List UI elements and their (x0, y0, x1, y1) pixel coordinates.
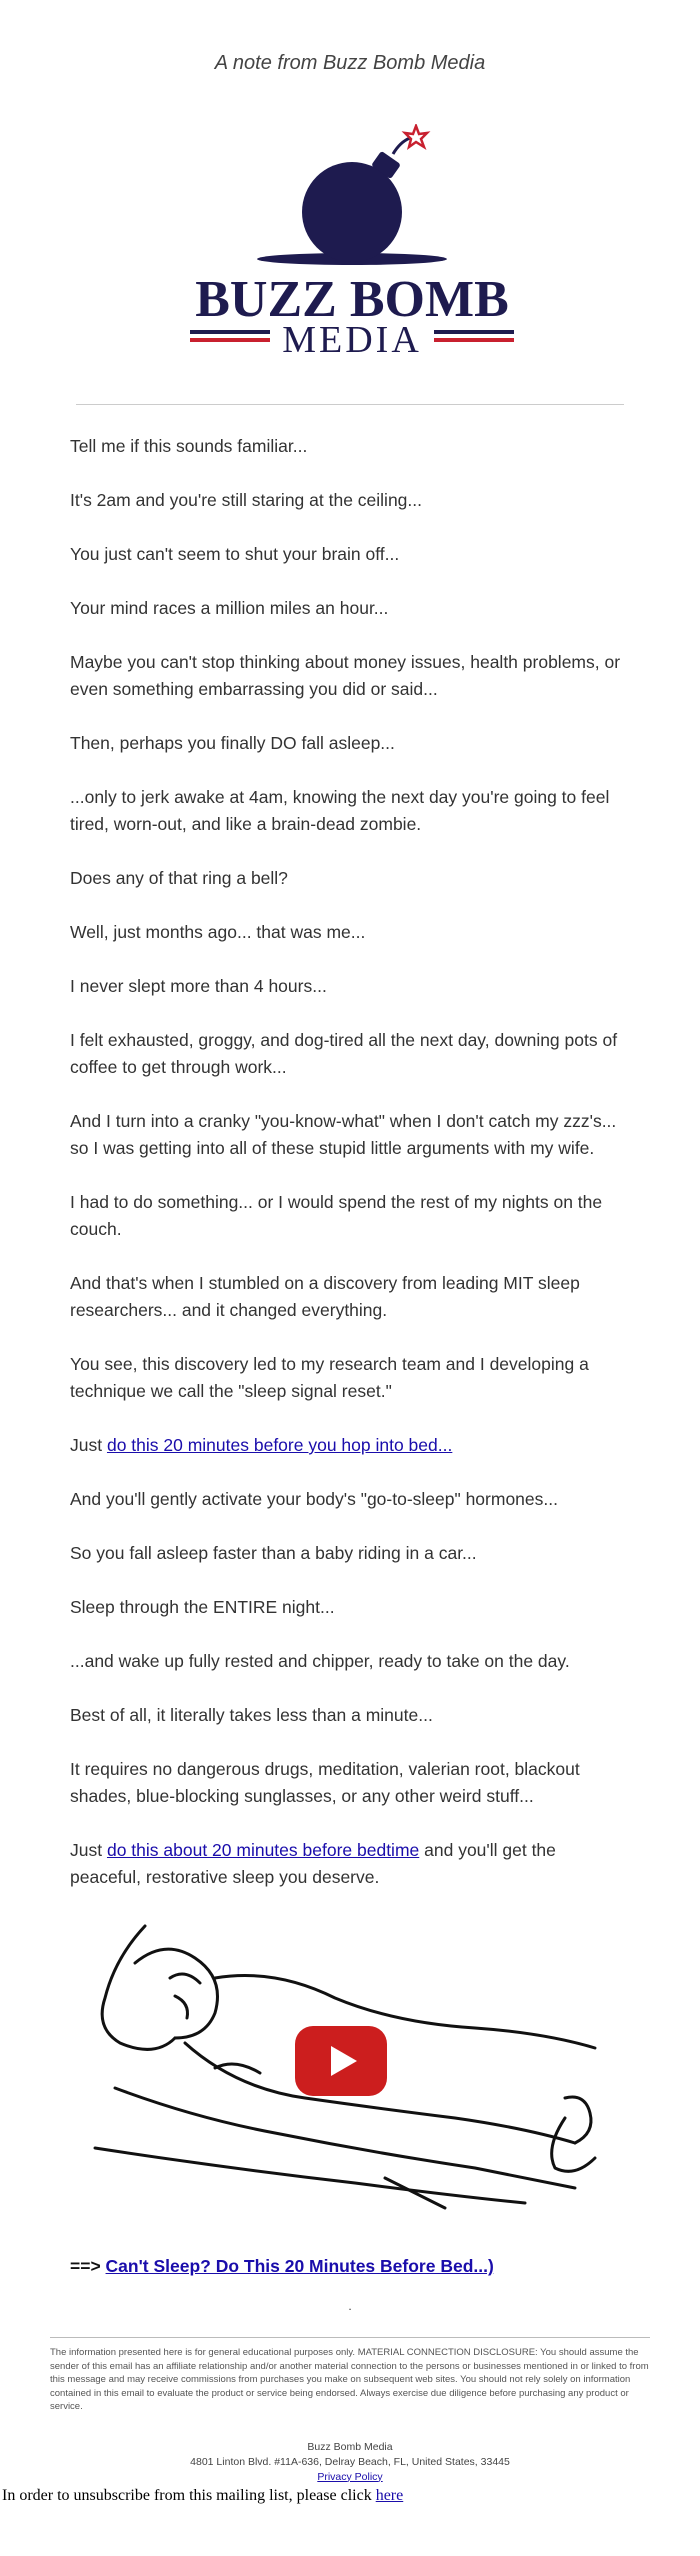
body-paragraph: And you'll gently activate your body's "go-to-sleep" hormones... (70, 1489, 558, 1509)
footer-address-block (0, 2440, 700, 2485)
body-paragraph: It requires no dangerous drugs, meditation, valerian root, blackout shades, blue-blocking sunglasses, or any other weird stuff... (70, 1759, 580, 1806)
body-paragraph: Well, just months ago... that was me... (70, 922, 366, 942)
body-paragraph: I felt exhausted, groggy, and dog-tired all the next day, downing pots of coffee to get through work... (70, 1030, 618, 1077)
logo-line2: MEDIA (282, 319, 422, 361)
body-paragraph: Does any of that ring a bell? (70, 868, 288, 888)
unsubscribe-link[interactable]: here (375, 2486, 404, 2504)
body-paragraph: You just can't seem to shut your brain off... (70, 544, 400, 564)
body-paragraph: You see, this discovery led to my research team and I developing a technique we call the "sleep signal reset." (70, 1354, 589, 1401)
cta-link[interactable]: Can't Sleep? Do This 20 Minutes Before Bed...) (105, 2256, 494, 2276)
footer-divider (50, 2337, 650, 2338)
logo-line1: BUZZ BOMB (195, 271, 509, 328)
link-do-this-before-bedtime[interactable]: do this about 20 minutes before bedtime (106, 1840, 420, 1860)
body-paragraph: Then, perhaps you finally DO fall asleep... (70, 733, 395, 753)
email-body (70, 405, 630, 1891)
bomb-fuse (393, 138, 410, 154)
bomb-body (302, 162, 402, 262)
body-paragraph: And I turn into a cranky "you-know-what" when I don't catch my zzz's... so I was getting into all of these stupid little arguments with my wife. (70, 1111, 617, 1158)
spark-star (405, 126, 427, 147)
body-paragraph: So you fall asleep faster than a baby riding in a car... (70, 1543, 477, 1563)
body-paragraph: Best of all, it literally takes less than a minute... (70, 1705, 433, 1725)
body-paragraph: ...and wake up fully rested and chipper, ready to take on the day. (70, 1651, 570, 1671)
link2-paragraph (70, 1837, 630, 1891)
company-name: Buzz Bomb Media (307, 2440, 393, 2453)
body-paragraph: Tell me if this sounds familiar... (70, 436, 308, 456)
body-paragraph: And that's when I stumbled on a discovery from leading MIT sleep researchers... and it changed everything. (70, 1273, 580, 1320)
body-paragraph: ...only to jerk awake at 4am, knowing the next day you're going to feel tired, worn-out, and like a brain-dead zombie. (70, 787, 610, 834)
video-thumbnail[interactable] (75, 1918, 625, 2228)
link-do-this-20-minutes[interactable]: do this 20 minutes before you hop into bed... (106, 1435, 453, 1455)
link2-prefix: Just (70, 1840, 107, 1860)
cta-line (70, 2256, 630, 2277)
body-paragraphs-2 (70, 1486, 630, 1810)
unsubscribe-text: In order to unsubscribe from this mailing list, please click (2, 2486, 376, 2504)
body-paragraph: I had to do something... or I would spend the rest of my nights on the couch. (70, 1192, 603, 1239)
body-paragraph: Your mind races a million miles an hour... (70, 598, 389, 618)
disclaimer-text: The information presented here is for general educational purposes only. MATERIAL CONNECTION DISCLOSURE: You should assume the sender of this email has an affiliate relationship and/or another material connection to the persons or businesses mentioned in or linked to from this message and may receive commissions from purchases you make on subsequent web sites. You should not rely solely on information contained in this email to evaluate the product or service being endorsed. Always exercise due diligence before purchasing any product or service. (50, 2347, 649, 2412)
link1-paragraph (70, 1432, 630, 1459)
company-address: 4801 Linton Blvd. #11A-636, Delray Beach, FL, United States, 33445 (190, 2455, 510, 2468)
play-button-icon[interactable] (295, 2026, 387, 2096)
buzz-bomb-logo (180, 124, 520, 364)
body-paragraph: I never slept more than 4 hours... (70, 976, 327, 996)
body-paragraph: Maybe you can't stop thinking about money issues, health problems, or even something embarrassing you did or said... (70, 652, 621, 699)
body-paragraphs-1 (70, 433, 630, 1405)
body-paragraph: Sleep through the ENTIRE night... (70, 1597, 335, 1617)
header-note: A note from Buzz Bomb Media (214, 52, 486, 74)
privacy-policy-link[interactable]: Privacy Policy (317, 2470, 383, 2483)
body-paragraph: It's 2am and you're still staring at the ceiling... (70, 490, 422, 510)
separator-dot: . (348, 2299, 352, 2313)
link2-suffix: and you'll get the peaceful, restorative sleep you deserve. (70, 1840, 556, 1887)
link1-prefix: Just (70, 1435, 107, 1455)
unsubscribe-line (2, 2487, 700, 2505)
cta-arrow: ==> (70, 2256, 101, 2276)
